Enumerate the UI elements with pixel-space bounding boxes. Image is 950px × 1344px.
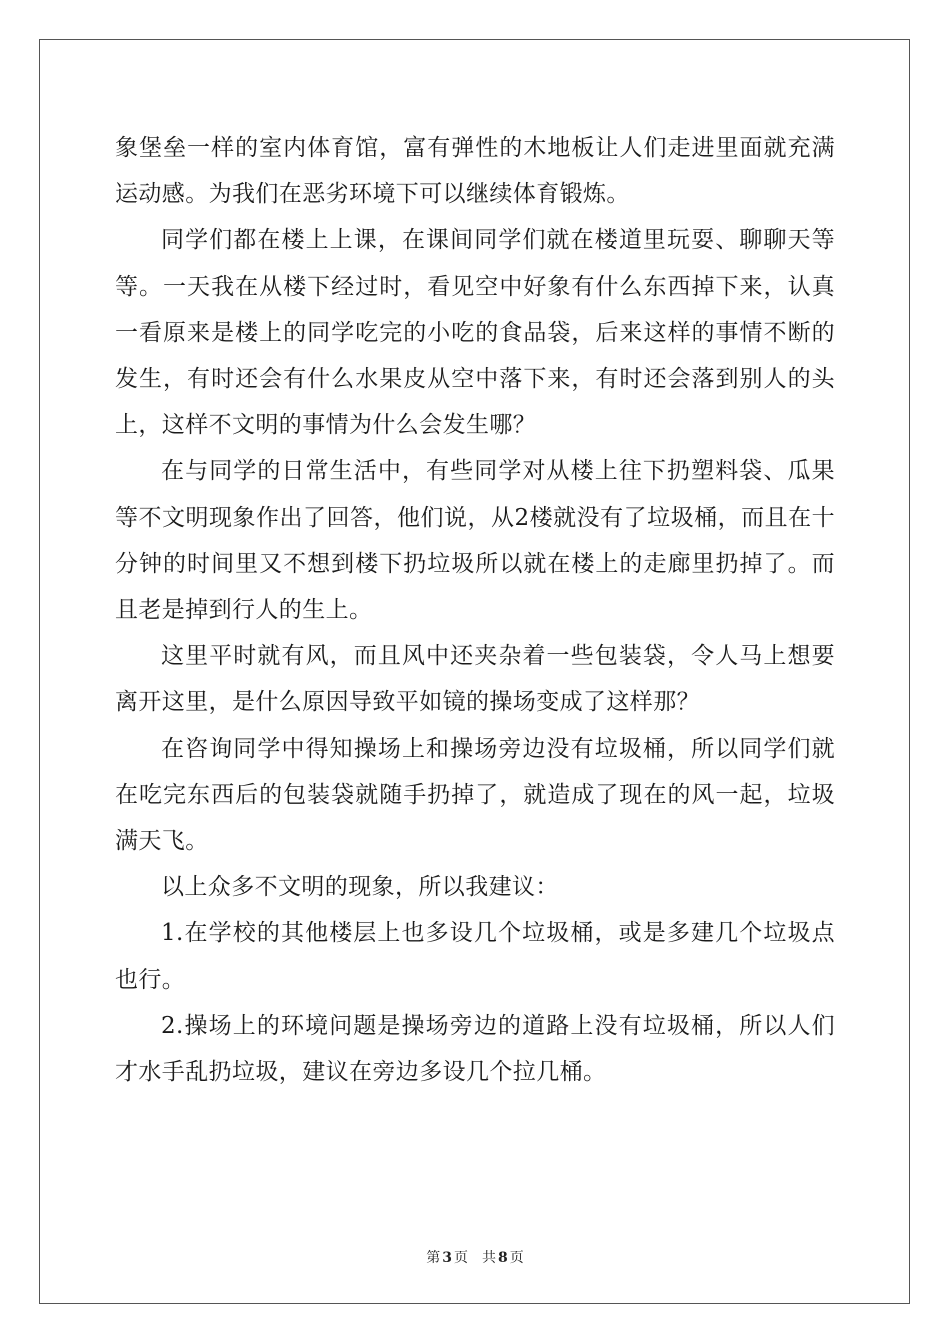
page-prefix: 第 [426,1250,441,1266]
current-page-number: 3 [442,1250,452,1266]
suggestion-item: 2.操场上的环境问题是操场旁边的道路上没有垃圾桶，所以人们才水手乱扔垃圾，建议在旁边多设几个拉几桶。 [115,1012,835,1086]
paragraph: 在咨询同学中得知操场上和操场旁边没有垃圾桶，所以同学们就在吃完东西后的包装袋就随手扔掉了，就造成了现在的风一起，垃圾满天飞。 [115,735,835,855]
paragraph: 同学们都在楼上上课，在课间同学们就在楼道里玩耍、聊聊天等等。一天我在从楼下经过时，看见空中好象有什么东西掉下来，认真一看原来是楼上的同学吃完的小吃的食品袋，后来这样的事情不断的发生，有时还会有什么水果皮从空中落下来，有时还会落到别人的头上，这样不文明的事情为什么会发生哪？ [115,227,835,439]
page-unit: 页 [454,1250,468,1266]
paragraph: 这里平时就有风，而且风中还夹杂着一些包装袋，令人马上想要离开这里，是什么原因导致平如镜的操场变成了这样那？ [115,643,835,716]
paragraph: 以上众多不文明的现象，所以我建议： [161,874,559,901]
total-prefix: 共 [482,1250,496,1266]
total-pages-number: 8 [498,1250,508,1266]
paragraph-continued: 象堡垒一样的室内体育馆，富有弹性的木地板让人们走进里面就充满运动感。为我们在恶劣环境下可以继续体育锻炼。 [115,135,835,208]
document-body [115,125,835,1095]
paragraph: 在与同学的日常生活中，有些同学对从楼上往下扔塑料袋、瓜果等不文明现象作出了回答，他们说，从2楼就没有了垃圾桶，而且在十分钟的时间里又不想到楼下扔垃圾所以就在楼上的走廊里扔掉了。而且老是掉到行人的生上。 [115,458,835,624]
suggestion-item: 1.在学校的其他楼层上也多设几个垃圾桶，或是多建几个垃圾点也行。 [115,920,835,993]
page-footer [0,1247,950,1267]
total-unit: 页 [509,1250,524,1266]
